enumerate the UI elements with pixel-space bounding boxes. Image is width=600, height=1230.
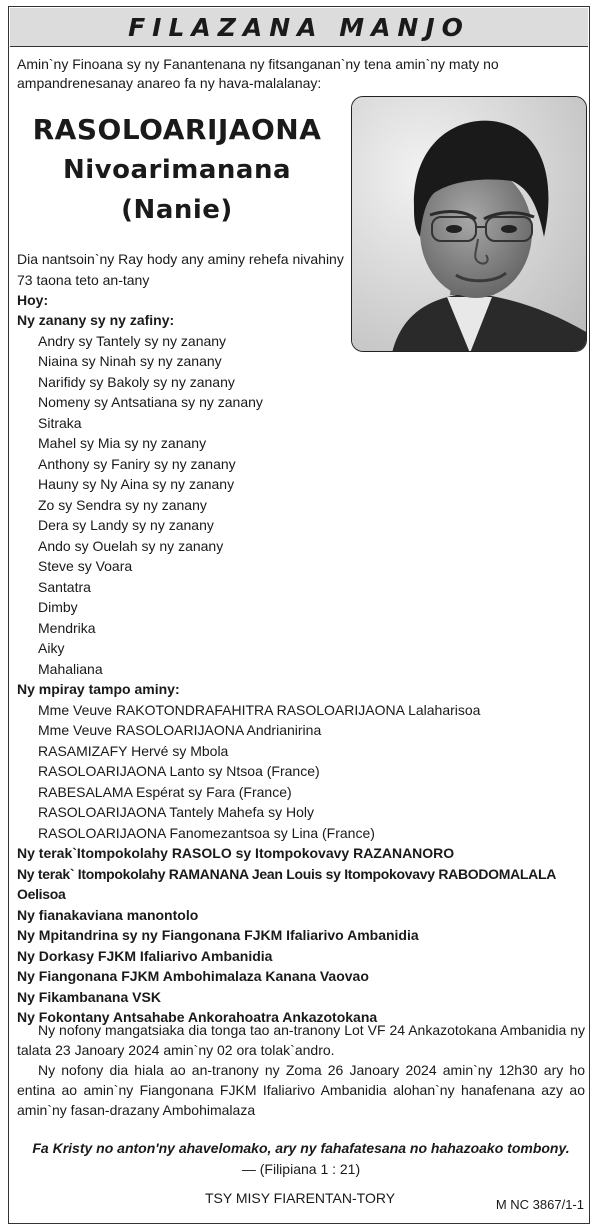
verse-reference: — (Filipiana 1 : 21) xyxy=(241,1161,361,1177)
no-wake-notice: TSY MISY FIARENTAN-TORY xyxy=(204,1190,396,1206)
deceased-given-name: Nivoarimanana xyxy=(62,155,291,185)
list-item: Sitraka xyxy=(38,414,82,431)
death-notice-line1: Dia nantsoin`ny Ray hody any aminy rehefa nivahiny xyxy=(17,251,344,267)
list-item: Mahel sy Mia sy ny zanany xyxy=(38,435,207,451)
list-item: Andry sy Tantely sy ny zanany xyxy=(38,332,227,349)
family-line: Ny Fokontany Antsahabe Ankorahoatra Ankazotokana xyxy=(17,1009,378,1025)
wake-paragraph: Ny nofony mangatsiaka dia tonga tao an-tranony Lot VF 24 Ankazotokana Ambanidia ny talata 23 Janoary 2024 amin`ny 02 ora tolak`andro. xyxy=(17,1022,585,1058)
deceased-name xyxy=(17,110,337,230)
family-line: Ny Fiangonana FJKM Ambohimalaza Kanana Vaovao xyxy=(17,968,369,984)
children-heading: Ny zanany sy ny zafiny: xyxy=(17,312,175,328)
header-title: FILAZANA MANJO xyxy=(128,12,470,42)
list-item: Hauny sy Ny Aina sy ny zanany xyxy=(38,476,235,492)
hoy-label: Hoy: xyxy=(17,292,49,308)
deceased-surname: RASOLOARIJAONA xyxy=(32,113,322,146)
list-item: Mahaliana xyxy=(38,660,103,677)
verse-text: Fa Kristy no anton'ny ahavelomako, ary ny fahafatesana no hahazoako tombony. xyxy=(32,1140,570,1156)
list-item: RASOLOARIJAONA Lanto sy Ntsoa (France) xyxy=(38,763,320,779)
children-section xyxy=(17,310,587,1028)
intro-text: Amin`ny Finoana sy ny Fanantenana ny fitsanganan`ny tena amin`ny maty no ampandrenesanay anareo fa ny hava-malalanay: xyxy=(17,56,499,91)
family-line: Ny terak`Itompokolahy RASOLO sy Itompokovavy RAZANANORO xyxy=(17,845,455,861)
arrangements xyxy=(17,1020,585,1120)
list-item: Anthony sy Faniry sy ny zanany xyxy=(38,455,236,472)
list-item: Ando sy Ouelah sy ny zanany xyxy=(38,537,224,554)
list-item: Mendrika xyxy=(38,619,96,636)
family-line: Ny Fikambanana VSK xyxy=(17,988,161,1005)
list-item: Mme Veuve RAKOTONDRAFAHITRA RASOLOARIJAONA Lalaharisoa xyxy=(38,701,481,718)
family-line: Ny terak` Itompokolahy RAMANANA Jean Louis sy Itompokovavy RABODOMALALA Oelisoa xyxy=(17,865,556,902)
family-line: Ny Mpitandrina sy ny Fiangonana FJKM Ifaliarivo Ambanidia xyxy=(17,927,419,943)
funeral-paragraph: Ny nofony dia hiala ao an-tranony ny Zoma 26 Janoary 2024 amin`ny 12h30 ary ho entina ao amin`ny Fiangonana FJKM Ifaliarivo Ambanidia alohan`ny hanafenana azy ao amin`ny fasan-drazany Ambohimalaza xyxy=(17,1062,585,1118)
death-notice-line2: 73 taona teto an-tany xyxy=(17,271,150,288)
list-item: RASOLOARIJAONA Tantely Mahefa sy Holy xyxy=(38,804,314,820)
bible-verse xyxy=(17,1138,585,1180)
list-item: RASOLOARIJAONA Fanomezantsoa sy Lina (France) xyxy=(38,824,375,841)
deceased-nickname: (Nanie) xyxy=(121,195,233,225)
list-item: Zo sy Sendra sy ny zanany xyxy=(38,496,207,513)
list-item: Steve sy Voara xyxy=(38,558,133,574)
list-item: Aiky xyxy=(38,640,65,656)
header-banner xyxy=(10,8,588,47)
list-item: Niaina sy Ninah sy ny zanany xyxy=(38,353,222,369)
reference-code: M NC 3867/1-1 xyxy=(495,1197,584,1212)
list-item: Dimby xyxy=(38,599,78,615)
family-line: Ny Dorkasy FJKM Ifaliarivo Ambanidia xyxy=(17,947,273,964)
list-item: Dera sy Landy sy ny zanany xyxy=(38,517,214,533)
list-item: RABESALAMA Espérat sy Fara (France) xyxy=(38,783,292,800)
siblings-heading: Ny mpiray tampo aminy: xyxy=(17,681,180,697)
family-line: Ny fianakaviana manontolo xyxy=(17,906,199,923)
list-item: Narifidy sy Bakoly sy ny zanany xyxy=(38,373,235,390)
list-item: RASAMIZAFY Hervé sy Mbola xyxy=(38,742,229,759)
death-notice xyxy=(17,249,347,311)
list-item: Santatra xyxy=(38,578,91,595)
list-item: Mme Veuve RASOLOARIJAONA Andrianirina xyxy=(38,722,322,738)
list-item: Nomeny sy Antsatiana sy ny zanany xyxy=(38,394,263,410)
